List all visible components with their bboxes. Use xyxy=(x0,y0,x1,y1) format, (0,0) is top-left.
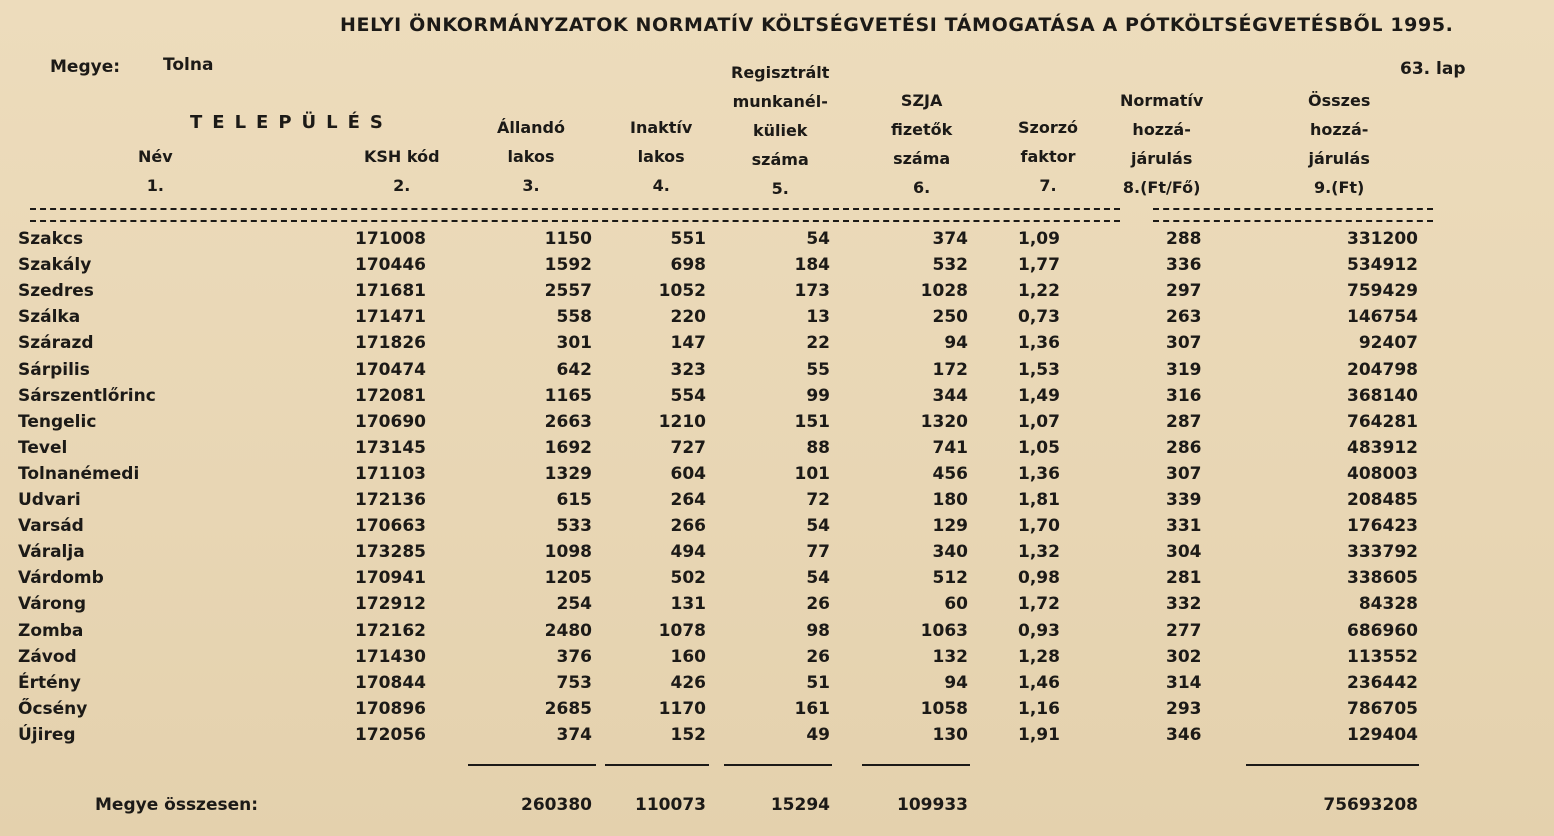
table-row xyxy=(0,281,1554,307)
row-allando-lakos: 1329 xyxy=(544,463,592,484)
row-normativ-hozzajarulas: 287 xyxy=(1166,411,1202,432)
row-szja-fizetok: 129 xyxy=(932,516,968,537)
col-header-5-line: Regisztrált xyxy=(731,63,830,82)
row-name: Udvari xyxy=(18,490,81,510)
row-szja-fizetok: 340 xyxy=(932,542,968,563)
table-row xyxy=(0,464,1554,490)
page-number: 63. lap xyxy=(1400,59,1466,79)
sum-line xyxy=(724,764,832,766)
row-allando-lakos: 301 xyxy=(556,333,592,354)
col-header-1-line: 1. xyxy=(146,176,164,195)
row-normativ-hozzajarulas: 302 xyxy=(1166,646,1202,667)
col-header-1 xyxy=(138,142,173,200)
col-header-9 xyxy=(1308,86,1370,202)
totals-label: Megye összesen: xyxy=(95,795,259,815)
col-header-4-line: Inaktív xyxy=(630,118,693,137)
row-inaktiv-lakos: 152 xyxy=(670,724,706,745)
row-normativ-hozzajarulas: 316 xyxy=(1166,385,1202,406)
row-munkanelkuliek: 13 xyxy=(806,307,830,328)
row-osszes-hozzajarulas: 764281 xyxy=(1347,411,1418,432)
row-szja-fizetok: 132 xyxy=(932,646,968,667)
row-allando-lakos: 2480 xyxy=(544,620,592,641)
row-name: Váralja xyxy=(18,542,85,563)
col-header-7-line: faktor xyxy=(1020,147,1076,166)
row-szja-fizetok: 532 xyxy=(932,255,968,276)
row-inaktiv-lakos: 1078 xyxy=(658,620,706,641)
total-col-3: 260380 xyxy=(521,795,592,815)
row-szorzo-faktor: 1,07 xyxy=(1018,411,1060,432)
row-ksh-code: 170446 xyxy=(355,255,426,276)
row-munkanelkuliek: 184 xyxy=(794,255,830,276)
row-normativ-hozzajarulas: 281 xyxy=(1166,568,1202,589)
table-row xyxy=(0,412,1554,438)
row-szorzo-faktor: 1,22 xyxy=(1018,281,1060,302)
col-header-3-line: Állandó xyxy=(497,118,565,137)
document-title: HELYI ÖNKORMÁNYZATOK NORMATÍV KÖLTSÉGVETÉSI TÁMOGATÁSA A PÓTKÖLTSÉGVETÉSBŐL 1995. xyxy=(340,14,1454,36)
row-name: Závod xyxy=(18,646,77,667)
row-osszes-hozzajarulas: 92407 xyxy=(1358,333,1418,354)
row-allando-lakos: 376 xyxy=(556,646,592,667)
table-row xyxy=(0,673,1554,699)
row-allando-lakos: 753 xyxy=(556,672,592,693)
row-normativ-hozzajarulas: 277 xyxy=(1166,620,1202,641)
row-inaktiv-lakos: 323 xyxy=(670,359,706,380)
row-szorzo-faktor: 1,32 xyxy=(1018,542,1060,563)
row-name: Szakály xyxy=(18,255,92,276)
row-szorzo-faktor: 1,53 xyxy=(1018,359,1060,380)
row-normativ-hozzajarulas: 286 xyxy=(1166,437,1202,458)
row-szja-fizetok: 1028 xyxy=(920,281,968,302)
row-szorzo-faktor: 0,98 xyxy=(1018,568,1060,589)
col-header-4-line: lakos xyxy=(637,147,685,166)
row-ksh-code: 172912 xyxy=(355,594,426,615)
table-row xyxy=(0,516,1554,542)
row-szja-fizetok: 1063 xyxy=(920,620,968,641)
col-header-2-line: 2. xyxy=(393,176,411,195)
row-name: Őcsény xyxy=(18,698,88,719)
row-allando-lakos: 533 xyxy=(556,516,592,537)
row-ksh-code: 172136 xyxy=(355,490,426,510)
row-name: Varsád xyxy=(18,516,84,537)
row-osszes-hozzajarulas: 84328 xyxy=(1358,594,1418,615)
table-row xyxy=(0,255,1554,281)
row-ksh-code: 170844 xyxy=(355,672,426,693)
col-header-7-line: 7. xyxy=(1039,176,1057,195)
row-osszes-hozzajarulas: 338605 xyxy=(1347,568,1418,589)
row-munkanelkuliek: 98 xyxy=(806,620,830,641)
header-separator-right xyxy=(1153,208,1433,222)
total-col-6: 109933 xyxy=(897,795,968,815)
row-name: Szárazd xyxy=(18,333,94,354)
row-ksh-code: 170474 xyxy=(355,359,426,380)
row-name: Tevel xyxy=(18,437,68,458)
row-normativ-hozzajarulas: 314 xyxy=(1166,672,1202,693)
row-allando-lakos: 1205 xyxy=(544,568,592,589)
row-allando-lakos: 558 xyxy=(556,307,592,328)
row-inaktiv-lakos: 494 xyxy=(670,542,706,563)
row-osszes-hozzajarulas: 368140 xyxy=(1347,385,1418,406)
row-ksh-code: 173285 xyxy=(355,542,426,563)
row-inaktiv-lakos: 1170 xyxy=(658,698,706,719)
row-normativ-hozzajarulas: 263 xyxy=(1166,307,1202,328)
row-szja-fizetok: 172 xyxy=(932,359,968,380)
row-ksh-code: 170941 xyxy=(355,568,426,589)
row-szorzo-faktor: 0,73 xyxy=(1018,307,1060,328)
row-ksh-code: 171430 xyxy=(355,646,426,667)
row-munkanelkuliek: 161 xyxy=(794,698,830,719)
header-separator xyxy=(30,208,1120,222)
total-col-5: 15294 xyxy=(770,795,830,815)
row-munkanelkuliek: 54 xyxy=(806,568,830,589)
row-osszes-hozzajarulas: 333792 xyxy=(1347,542,1418,563)
row-szja-fizetok: 344 xyxy=(932,385,968,406)
row-normativ-hozzajarulas: 339 xyxy=(1166,490,1202,510)
col-header-5 xyxy=(731,58,829,203)
table-row xyxy=(0,621,1554,647)
col-header-5-line: száma xyxy=(751,150,809,169)
row-name: Szedres xyxy=(18,281,94,302)
sum-line xyxy=(468,764,596,766)
row-ksh-code: 171471 xyxy=(355,307,426,328)
row-allando-lakos: 615 xyxy=(556,490,592,510)
row-inaktiv-lakos: 698 xyxy=(670,255,706,276)
row-allando-lakos: 2685 xyxy=(544,698,592,719)
col-header-5-line: munkanél- xyxy=(732,92,828,111)
col-header-9-line: hozzá- xyxy=(1309,120,1369,139)
total-col-9: 75693208 xyxy=(1323,795,1418,815)
table-row xyxy=(0,438,1554,464)
row-inaktiv-lakos: 554 xyxy=(670,385,706,406)
col-header-4 xyxy=(630,113,692,200)
row-allando-lakos: 1150 xyxy=(544,229,592,249)
row-name: Szakcs xyxy=(18,229,84,249)
row-allando-lakos: 2663 xyxy=(544,411,592,432)
row-munkanelkuliek: 99 xyxy=(806,385,830,406)
row-munkanelkuliek: 151 xyxy=(794,411,830,432)
row-munkanelkuliek: 101 xyxy=(794,463,830,484)
row-ksh-code: 171103 xyxy=(355,463,426,484)
row-szorzo-faktor: 1,05 xyxy=(1018,437,1060,458)
row-szorzo-faktor: 1,49 xyxy=(1018,385,1060,406)
row-szja-fizetok: 456 xyxy=(932,463,968,484)
row-szorzo-faktor: 1,28 xyxy=(1018,646,1060,667)
row-normativ-hozzajarulas: 307 xyxy=(1166,333,1202,354)
row-ksh-code: 170896 xyxy=(355,698,426,719)
row-szorzo-faktor: 0,93 xyxy=(1018,620,1060,641)
row-munkanelkuliek: 51 xyxy=(806,672,830,693)
row-munkanelkuliek: 54 xyxy=(806,516,830,537)
row-szja-fizetok: 94 xyxy=(944,333,968,354)
row-szorzo-faktor: 1,81 xyxy=(1018,490,1060,510)
col-header-5-line: küliek xyxy=(752,121,808,140)
col-header-4-line: 4. xyxy=(652,176,670,195)
col-header-6-line: fizetők xyxy=(891,120,953,139)
row-name: Várong xyxy=(18,594,87,615)
row-allando-lakos: 2557 xyxy=(544,281,592,302)
table-row xyxy=(0,307,1554,333)
row-inaktiv-lakos: 604 xyxy=(670,463,706,484)
row-osszes-hozzajarulas: 146754 xyxy=(1347,307,1418,328)
row-szorzo-faktor: 1,91 xyxy=(1018,724,1060,745)
row-ksh-code: 172162 xyxy=(355,620,426,641)
col-header-8-line: Normatív xyxy=(1120,91,1204,110)
row-inaktiv-lakos: 264 xyxy=(670,490,706,510)
row-szorzo-faktor: 1,16 xyxy=(1018,698,1060,719)
row-allando-lakos: 254 xyxy=(556,594,592,615)
row-szorzo-faktor: 1,09 xyxy=(1018,229,1060,249)
row-name: Újireg xyxy=(18,724,76,745)
row-inaktiv-lakos: 502 xyxy=(670,568,706,589)
row-osszes-hozzajarulas: 534912 xyxy=(1347,255,1418,276)
row-name: Zomba xyxy=(18,620,84,641)
row-name: Sárpilis xyxy=(18,359,90,380)
row-normativ-hozzajarulas: 319 xyxy=(1166,359,1202,380)
row-inaktiv-lakos: 147 xyxy=(670,333,706,354)
row-szorzo-faktor: 1,77 xyxy=(1018,255,1060,276)
row-osszes-hozzajarulas: 408003 xyxy=(1347,463,1418,484)
row-ksh-code: 170663 xyxy=(355,516,426,537)
row-normativ-hozzajarulas: 332 xyxy=(1166,594,1202,615)
col-header-8 xyxy=(1120,86,1203,202)
row-name: Tengelic xyxy=(18,411,97,432)
row-szorzo-faktor: 1,36 xyxy=(1018,463,1060,484)
row-szja-fizetok: 130 xyxy=(932,724,968,745)
row-munkanelkuliek: 55 xyxy=(806,359,830,380)
table-row xyxy=(0,647,1554,673)
row-szja-fizetok: 1320 xyxy=(920,411,968,432)
col-header-8-line: hozzá- xyxy=(1132,120,1191,139)
row-ksh-code: 171681 xyxy=(355,281,426,302)
row-name: Tolnanémedi xyxy=(18,463,140,484)
col-header-2 xyxy=(364,142,440,200)
row-normativ-hozzajarulas: 288 xyxy=(1166,229,1202,249)
table-row xyxy=(0,699,1554,725)
row-szja-fizetok: 94 xyxy=(944,672,968,693)
col-header-6-line: SZJA xyxy=(900,91,943,110)
col-header-8-line: 8.(Ft/Fő) xyxy=(1122,178,1201,197)
row-osszes-hozzajarulas: 129404 xyxy=(1347,724,1418,745)
row-ksh-code: 170690 xyxy=(355,411,426,432)
row-inaktiv-lakos: 220 xyxy=(670,307,706,328)
col-header-1-line: Név xyxy=(138,147,173,166)
row-szja-fizetok: 1058 xyxy=(920,698,968,719)
table-row xyxy=(0,333,1554,359)
row-osszes-hozzajarulas: 113552 xyxy=(1347,646,1418,667)
col-header-6-line: száma xyxy=(893,149,951,168)
row-munkanelkuliek: 72 xyxy=(806,490,830,510)
row-osszes-hozzajarulas: 483912 xyxy=(1347,437,1418,458)
sum-line xyxy=(862,764,970,766)
row-ksh-code: 173145 xyxy=(355,437,426,458)
table-row xyxy=(0,594,1554,620)
row-name: Szálka xyxy=(18,307,81,328)
row-munkanelkuliek: 173 xyxy=(794,281,830,302)
row-ksh-code: 172081 xyxy=(355,385,426,406)
row-szja-fizetok: 60 xyxy=(944,594,968,615)
row-szja-fizetok: 250 xyxy=(932,307,968,328)
group-header-telepules: TELEPÜLÉS xyxy=(190,112,393,133)
row-inaktiv-lakos: 426 xyxy=(670,672,706,693)
row-name: Értény xyxy=(18,672,81,693)
row-allando-lakos: 1098 xyxy=(544,542,592,563)
row-osszes-hozzajarulas: 236442 xyxy=(1347,672,1418,693)
row-osszes-hozzajarulas: 331200 xyxy=(1347,229,1418,249)
row-munkanelkuliek: 49 xyxy=(806,724,830,745)
row-name: Várdomb xyxy=(18,568,104,589)
row-ksh-code: 171826 xyxy=(355,333,426,354)
row-inaktiv-lakos: 727 xyxy=(670,437,706,458)
county-label: Megye: xyxy=(50,57,121,77)
col-header-8-line: járulás xyxy=(1130,149,1193,168)
col-header-5-line: 5. xyxy=(771,179,789,198)
county-value: Tolna xyxy=(163,55,214,75)
row-munkanelkuliek: 22 xyxy=(806,333,830,354)
row-osszes-hozzajarulas: 759429 xyxy=(1347,281,1418,302)
row-ksh-code: 172056 xyxy=(355,724,426,745)
row-inaktiv-lakos: 131 xyxy=(670,594,706,615)
total-col-4: 110073 xyxy=(635,795,706,815)
table-row xyxy=(0,568,1554,594)
row-name: Sárszentlőrinc xyxy=(18,385,156,406)
row-szorzo-faktor: 1,36 xyxy=(1018,333,1060,354)
row-osszes-hozzajarulas: 204798 xyxy=(1347,359,1418,380)
row-allando-lakos: 642 xyxy=(556,359,592,380)
row-normativ-hozzajarulas: 346 xyxy=(1166,724,1202,745)
row-osszes-hozzajarulas: 176423 xyxy=(1347,516,1418,537)
col-header-3 xyxy=(497,113,565,200)
col-header-6 xyxy=(891,86,952,202)
row-normativ-hozzajarulas: 304 xyxy=(1166,542,1202,563)
col-header-7-line: Szorzó xyxy=(1018,118,1079,137)
row-normativ-hozzajarulas: 331 xyxy=(1166,516,1202,537)
col-header-3-line: 3. xyxy=(522,176,540,195)
row-allando-lakos: 374 xyxy=(556,724,592,745)
row-osszes-hozzajarulas: 686960 xyxy=(1347,620,1418,641)
row-szja-fizetok: 180 xyxy=(932,490,968,510)
row-szorzo-faktor: 1,70 xyxy=(1018,516,1060,537)
row-szja-fizetok: 741 xyxy=(932,437,968,458)
row-allando-lakos: 1592 xyxy=(544,255,592,276)
col-header-9-line: Összes xyxy=(1308,91,1371,110)
row-munkanelkuliek: 26 xyxy=(806,594,830,615)
table-row xyxy=(0,386,1554,412)
col-header-2-line: KSH kód xyxy=(364,147,440,166)
row-osszes-hozzajarulas: 208485 xyxy=(1347,490,1418,510)
row-normativ-hozzajarulas: 297 xyxy=(1166,281,1202,302)
sum-line xyxy=(605,764,709,766)
row-szja-fizetok: 374 xyxy=(932,229,968,249)
table-row xyxy=(0,229,1554,255)
col-header-9-line: járulás xyxy=(1308,149,1370,168)
row-inaktiv-lakos: 160 xyxy=(670,646,706,667)
row-inaktiv-lakos: 1210 xyxy=(658,411,706,432)
row-munkanelkuliek: 26 xyxy=(806,646,830,667)
row-normativ-hozzajarulas: 307 xyxy=(1166,463,1202,484)
col-header-3-line: lakos xyxy=(507,147,555,166)
row-munkanelkuliek: 77 xyxy=(806,542,830,563)
col-header-7 xyxy=(1018,113,1078,200)
table-row xyxy=(0,360,1554,386)
row-allando-lakos: 1165 xyxy=(544,385,592,406)
row-inaktiv-lakos: 1052 xyxy=(658,281,706,302)
row-normativ-hozzajarulas: 293 xyxy=(1166,698,1202,719)
row-inaktiv-lakos: 551 xyxy=(670,229,706,249)
row-szorzo-faktor: 1,46 xyxy=(1018,672,1060,693)
table-row xyxy=(0,725,1554,751)
col-header-9-line: 9.(Ft) xyxy=(1313,178,1365,197)
row-normativ-hozzajarulas: 336 xyxy=(1166,255,1202,276)
row-szorzo-faktor: 1,72 xyxy=(1018,594,1060,615)
row-inaktiv-lakos: 266 xyxy=(670,516,706,537)
row-szja-fizetok: 512 xyxy=(932,568,968,589)
row-osszes-hozzajarulas: 786705 xyxy=(1347,698,1418,719)
row-allando-lakos: 1692 xyxy=(544,437,592,458)
table-row xyxy=(0,490,1554,516)
row-ksh-code: 171008 xyxy=(355,229,426,249)
col-header-6-line: 6. xyxy=(913,178,931,197)
row-munkanelkuliek: 54 xyxy=(806,229,830,249)
table-row xyxy=(0,542,1554,568)
sum-line xyxy=(1246,764,1419,766)
row-munkanelkuliek: 88 xyxy=(806,437,830,458)
